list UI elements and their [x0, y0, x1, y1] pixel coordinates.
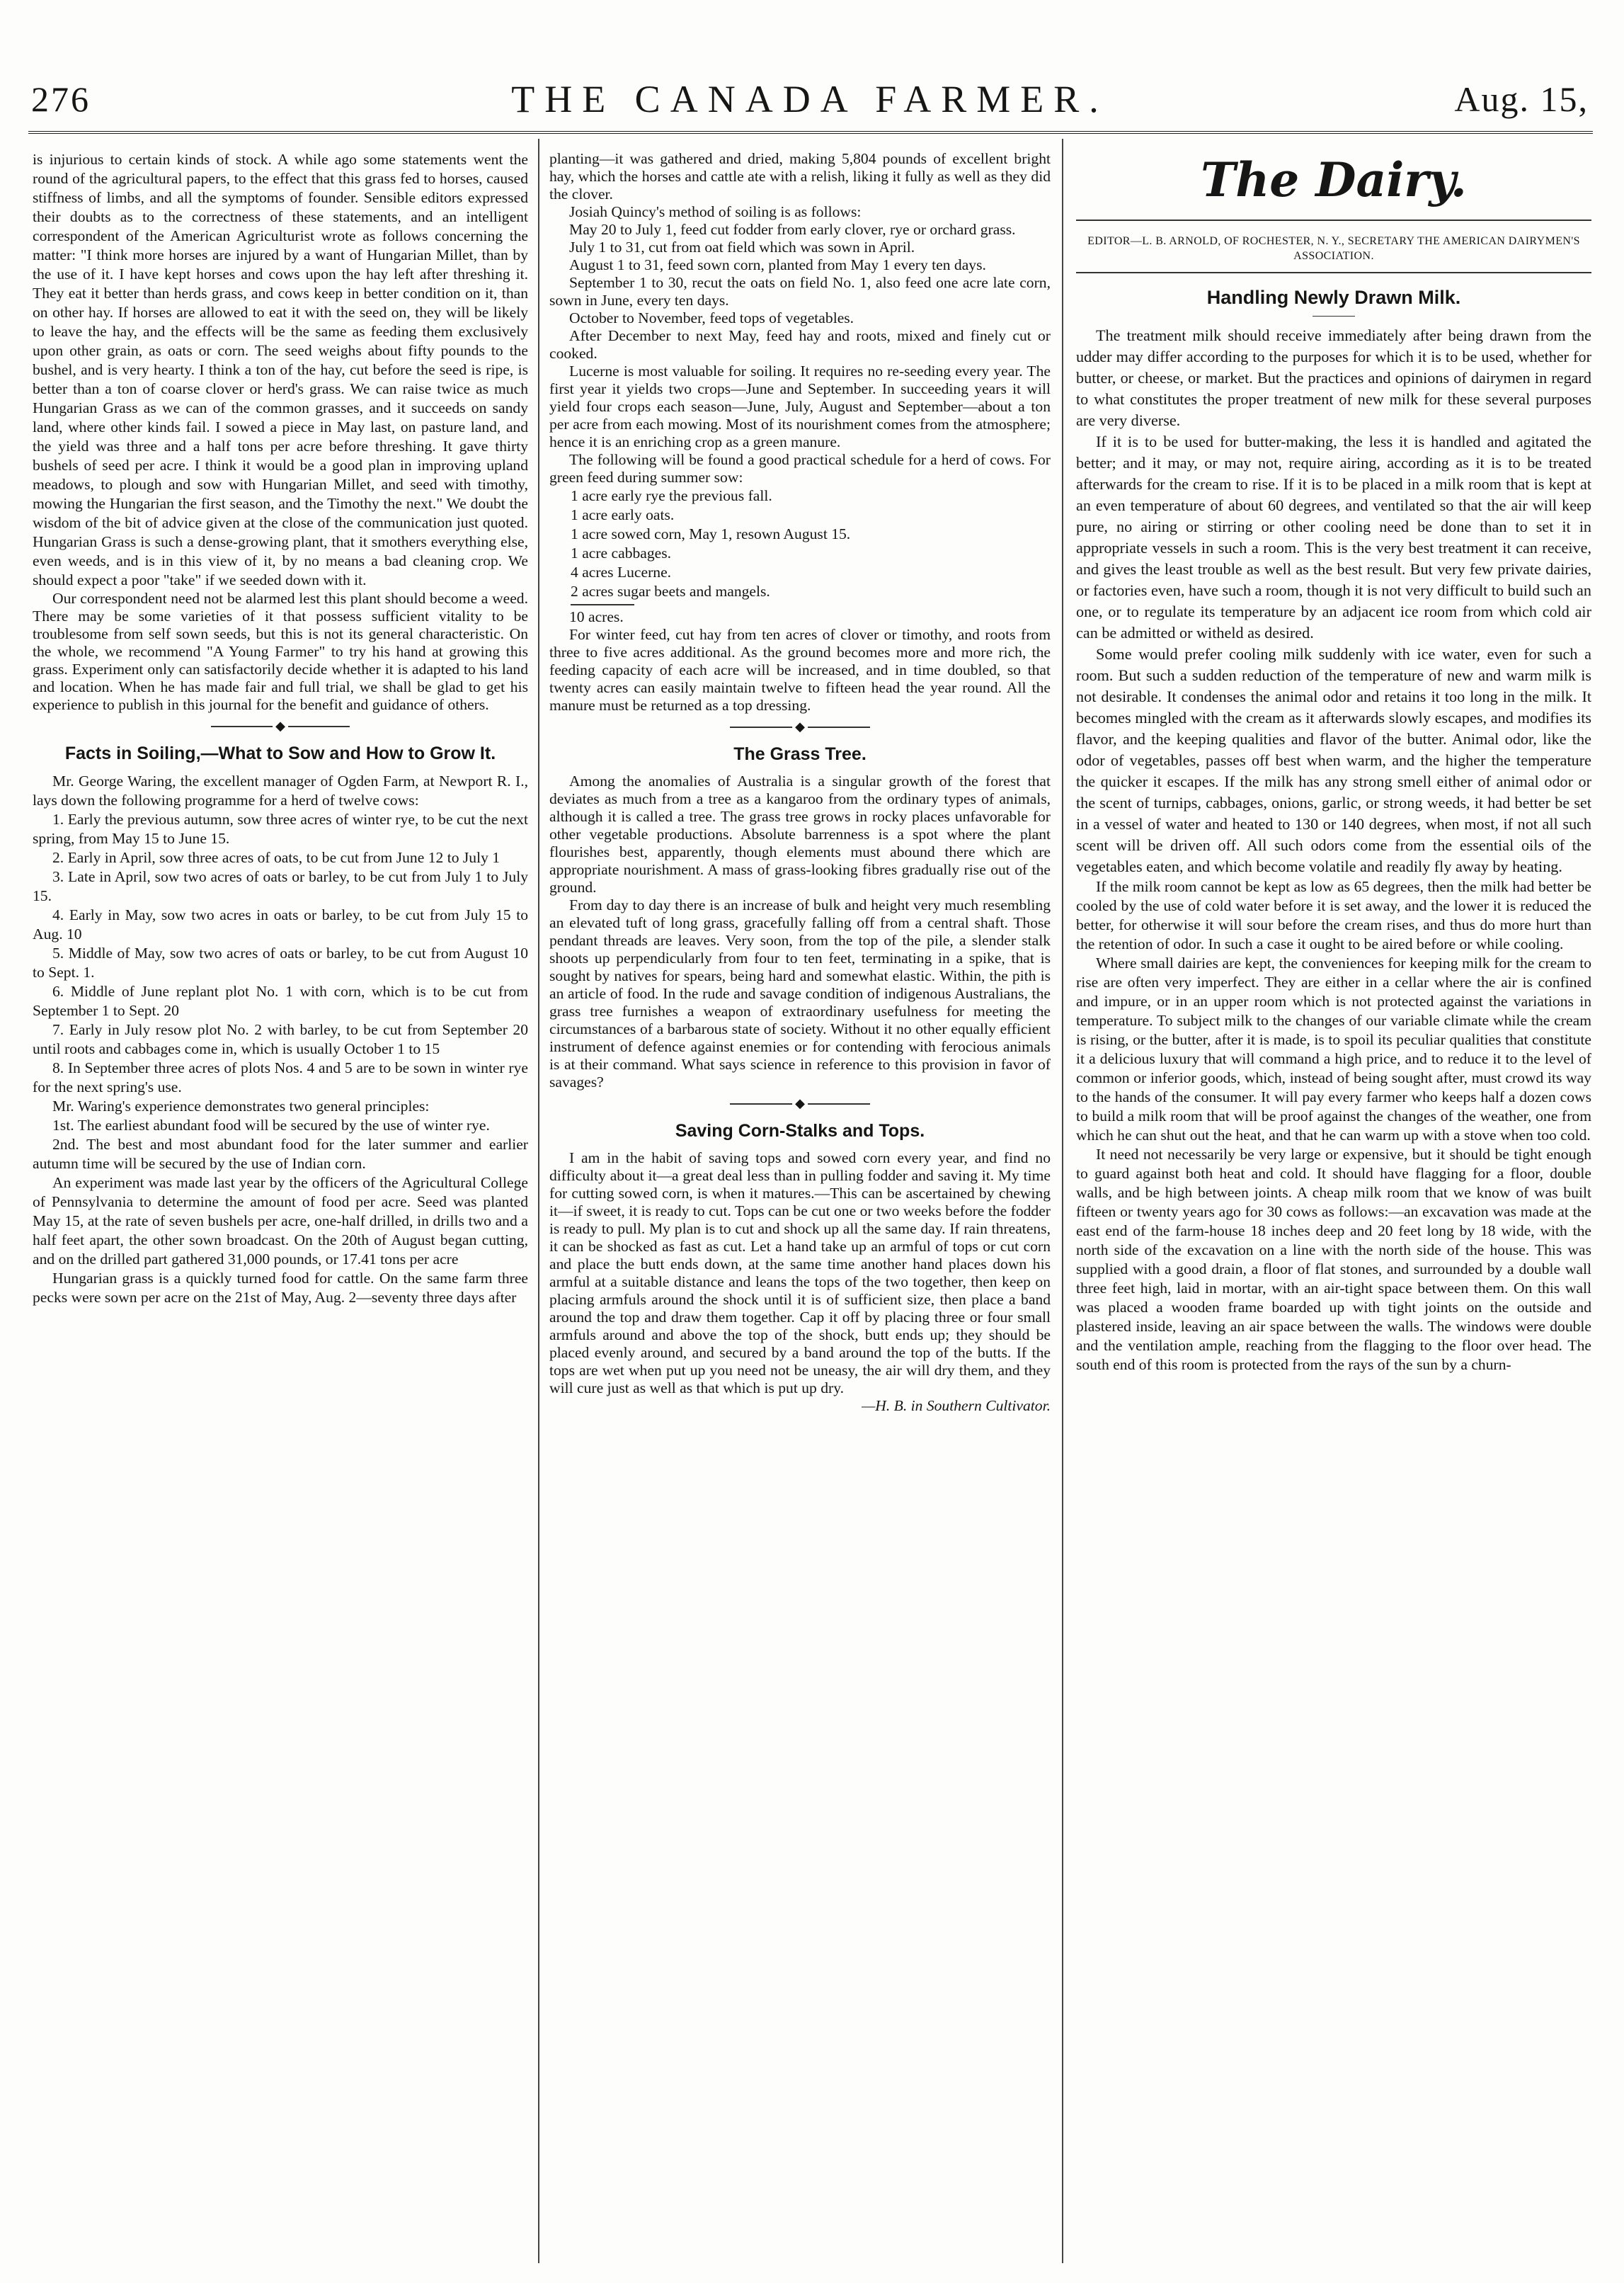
list-item: September 1 to 30, recut the oats on field No. 1, also feed one acre late corn, sown in June, every ten days. [549, 274, 1051, 309]
article-signature: —H. B. in Southern Cultivator. [862, 1397, 1051, 1414]
article-paragraph: I am in the habit of saving tops and sowed corn every year, and find no difficulty about it—a great deal less than in pulling fodder and saving it. My time for cutting sowed corn, is when it matures.—This can be ascertained by chewing it—if sweet, it is ready to cut. Tops can be cut one or two weeks before the fodder is ready to pull. My plan is to cut and shock up all the same day. If rain threatens, it can be shocked as fast as cut. Let a hand take up an armful of tops or cut corn and place the butt ends down, at the same time another hand places down his armful at a suitable distance and leans the tops of the two together, then keep on placing armfuls around the shock until it is of sufficient size, then place a band around the top and draw them together. Cap it off by placing three or four small armfuls around and above the top of the shock, butt ends up; they should be placed evenly around, and secured by a band around the top of the butts. If the tops are wet when put up you need not be uneasy, the air will dry them, and they will cure just as well as that which is put up dry. [549, 1149, 1051, 1396]
article-paragraph: An experiment was made last year by the officers of the Agricultural College of Pennsylvania to determine the amount of food per acre. Seed was planted May 15, at the rate of seven bushels per acre, one-half drilled, in drills two and a half feet apart, the other sown broadcast. On the 20th of August began cutting, and on the drilled part gathered 31,000 pounds, or 17.41 tons per acre [33, 1174, 528, 1268]
column-divider [1062, 139, 1063, 2263]
article-paragraph: Hungarian grass is a quickly turned food for cattle. On the same farm three pecks were sown per acre on the 21st of May, Aug. 2—seventy three days after [33, 1270, 528, 1306]
article-paragraph: The treatment milk should receive immediately after being drawn from the udder may differ according to the purposes for which it is to be used, whether for butter, or cheese, or market. But the practices and opinions of dairymen in regard to what constitutes the proper treatment of new milk for these several purposes are very diverse. [1076, 326, 1591, 429]
masthead-rule [28, 131, 1593, 134]
article-heading: Saving Corn-Stalks and Tops. [675, 1121, 925, 1141]
article-paragraph: Mr. George Waring, the excellent manager of Ogden Farm, at Newport R. I., lays down the following programme for a herd of twelve cows: [33, 773, 528, 809]
list-item: July 1 to 31, cut from oat field which was sown in April. [569, 239, 915, 256]
list-item: 8. In September three acres of plots Nos. 4 and 5 are to be sown in winter rye for the next spring's use. [33, 1059, 528, 1095]
masthead [31, 76, 1589, 122]
list-item: After December to next May, feed hay and roots, mixed and finely cut or cooked. [549, 327, 1051, 362]
department-editor: EDITOR—L. B. ARNOLD, OF ROCHESTER, N. Y., SECRETARY THE AMERICAN DAIRYMEN'S ASSOCIATION. [1087, 235, 1580, 262]
list-item: 7. Early in July resow plot No. 2 with barley, to be cut from September 20 until roots and cabbages come in, which is usually October 1 to 15 [33, 1021, 528, 1057]
article-paragraph: Some would prefer cooling milk suddenly with ice water, even for such a room. But such a sudden reduction of the temperature of new and warm milk is not desirable. It condenses the animal odor and retains it too long in the milk. It becomes mingled with the cream as it afterwards slowly escapes, and modifies its flavor, and the keeping qualities and flavor of the butter. Animal odor, like the odor of vegetables, passes off best when warm, and the higher the temperature the quicker it escapes. If the milk has any strong smell either of animal odor or the scent of turnips, cabbages, onions, garlic, or strong weeds, it had better be set in a vessel of water and heated to 130 or 140 degrees, when most, if not all such scent will be driven off. All such odors come from the essential oils of the vegetables eaten, and which become volatile and readily fly away by heating. [1076, 645, 1591, 875]
article-paragraph: 1st. The earliest abundant food will be secured by the use of winter rye. [52, 1117, 490, 1134]
article-paragraph: Our correspondent need not be alarmed lest this plant should become a weed. There may be some varieties of it that possess sufficient vitality to be troublesome from self sown seeds, but this is not its general characteristic. On the whole, we recommend "A Young Farmer" to try his hand at growing this grass. Experiment only can satisfactorily decide whether it is adapted to his land and location. When he has made fair and full trial, we shall be glad to get his experience to publish in this journal for the benefit and guidance of others. [33, 590, 528, 713]
page-number: 276 [31, 79, 91, 119]
article-paragraph: Where small dairies are kept, the conveniences for keeping milk for the cream to rise are often very imperfect. They are either in a cellar where the air is confined and impure, or in an upper room which is not protected against the variations in temperature. To subject milk to the changes of our variable climate while the cream is rising, or the butter, after it is made, is to spoil its peculiar qualities that constitute it a delicious luxury that will command a high price, and to reduce it to the level of common or inferior goods, which, instead of being sought after, must crowd its way to the hands of the consumer. It will pay every farmer who keeps half a dozen cows to build a milk room that will be proof against the changes of the weather, one from which he can shut out the heat, and that he can warm up with a stove when too cold. [1076, 955, 1591, 1144]
article-paragraph: Josiah Quincy's method of soiling is as follows: [569, 203, 862, 220]
article-paragraph: The following will be found a good practical schedule for a herd of cows. For green feed during summer sow: [549, 451, 1051, 486]
article-paragraph: If the milk room cannot be kept as low as 65 degrees, then the milk had better be cooled by the use of cold water before it is set away, and the lower it is reduced the better, for otherwise it will sour before the cream rises, and thus do more hurt than the retention of odor. In such a case it ought to be aired before or while cooling. [1076, 878, 1591, 952]
schedule-total: 10 acres. [569, 608, 624, 625]
article-paragraph: is injurious to certain kinds of stock. A while ago some statements went the round of the agricultural papers, to the effect that this grass fed to horses, caused stiffness of limbs, and all the symptoms of founder. Sensible editors expressed their doubts as to the correctness of these statements, and an intelligent correspondent of the American Agriculturist wrote as follows concerning the matter: "I think more horses are injured by a want of Hungarian Millet, than by the use of it. I have kept horses and cows upon the hay left after threshing it. They eat it better than herds grass, and cows keep in better condition on it, than on other hay. If horses are allowed to eat it with the seed on, they will be likely to leave the hay, and the effects will be the same as feeding them exclusively upon other grain, as oats or corn. The seed weighs about fifty pounds to the bushel, and is very hearty. I think a ton of the hay, cut before the seed is ripe, is better than a ton of coarse clover or herd's grass. We can raise twice as much Hungarian Grass as we can of the common grasses, and it succeeds on sandy land, where other kinds fail. I sowed a piece in May last, on pasture land, and the yield was three and a half tons per acre before threshing. It gave thirty bushels of seed per acre. I think it would be a good plan in improving upland meadows, to plough and sow with Hungarian Millet, and seed with timothy, mowing the Hungarian the first season, and the Timothy the next." We doubt the wisdom of the bit of advice given at the close of the communication just quoted. Hungarian Grass is such a dense-growing plant, that it smothers everything else, even weeds, and is in this view of it, by no means a bad cleaning crop. We should expect a poor "take" if we seeded down with it. [33, 151, 528, 588]
article-paragraph: If it is to be used for butter-making, the less it is handled and agitated the better; and it may, or may not, require airing, according as it is to be treated afterwards for the cream to rise. If it is to be placed in a milk room that is kept at an even temperature of about 60 degrees, and ventilated so that the air will keep pure, no airing or stirring or other cooling need be done than to set it in appropriate vessels in such a room. This is the very best treatment it can receive, and gives the least trouble as well as the best result. But very few private dairies, or factories even, have such a room, though it is not very difficult to build such an one, or to regulate its temperature by an adjacent ice room from which cold air can be admitted or witheld as desired. [1076, 433, 1591, 642]
article-paragraph: planting—it was gathered and dried, making 5,804 pounds of excellent bright hay, which the horses and cattle ate with a relish, liking it fully as well as they did the clover. [549, 150, 1051, 203]
department-rule [1076, 272, 1591, 273]
department-title: The Dairy. [1201, 152, 1467, 207]
section-separator [549, 1091, 1051, 1115]
article-paragraph: For winter feed, cut hay from ten acres of clover or timothy, and roots from three to five acres additional. As the ground becomes more and more rich, the feeding capacity of each acre will be increased, and in time doubled, so that twenty acres can easily maintain twelve to fifteen head the year round. All the manure must be returned as a top dressing. [549, 626, 1051, 714]
column-2 [549, 150, 1051, 2257]
list-item: August 1 to 31, feed sown corn, planted from May 1 every ten days. [569, 256, 986, 273]
list-item: 1 acre early rye the previous fall. [571, 487, 772, 504]
article-paragraph: Among the anomalies of Australia is a singular growth of the forest that deviates as much from a tree as a kangaroo from the ordinary types of animals, although it is called a tree. The grass tree grows in rocky places unfavorable for other vegetable productions. Absolute barrenness is a spot where the plant flourishes best, apparently, though elements must abound there which are appropriate nourishment. A mass of grass-looking fibres gradually rise out of the ground. [549, 773, 1051, 896]
list-item: 1 acre cabbages. [571, 545, 672, 562]
list-item: 1. Early the previous autumn, sow three acres of winter rye, to be cut the next spring, from May 15 to June 15. [33, 811, 528, 847]
article-paragraph: 2nd. The best and most abundant food for the later summer and earlier autumn time will be secured by the use of Indian corn. [33, 1136, 528, 1172]
column-1 [33, 150, 528, 2257]
section-separator [33, 714, 528, 738]
list-item: 4 acres Lucerne. [571, 564, 672, 581]
list-item: 1 acre early oats. [571, 506, 675, 523]
article-paragraph: It need not necessarily be very large or expensive, but it should be tight enough to guard against both heat and cold. It should have flagging for a floor, double walls, and be high between joints. A cheap milk room that we know of was built fifteen or twenty years ago for 30 cows as follows:—an excavation was made at the east end of the farm-house 18 inches deep and 20 feet long by 18 wide, with the north side of the excavation on a line with the north side of the house. This was supplied with a good drain, a floor of flat stones, and surrounded by a double wall three feet high, laid in mortar, with an air-tight space between them. On this wall was placed a wooden frame boarded up with tight joints on the outside and plastered inside, leaving an air space between the walls. The windows were double and the ventilation ample, reaching from the flagging to the floor over head. The south end of this room is protected from the rays of the sun by a churn- [1076, 1146, 1591, 1373]
column-divider [538, 139, 539, 2263]
issue-date: Aug. 15, [1454, 79, 1589, 119]
list-item: 6. Middle of June replant plot No. 1 with corn, which is to be cut from September 1 to Sept. 20 [33, 983, 528, 1019]
department-rule [1076, 220, 1591, 221]
column-3 [1076, 150, 1591, 2257]
list-item: October to November, feed tops of vegetables. [569, 309, 854, 326]
article-paragraph: Lucerne is most valuable for soiling. It requires no re-seeding every year. The first year it yields two crops—June and September. In succeeding years it will yield four crops each season—June, July, August and September—about a ton per acre from each mowing. Most of its nourishment comes from the atmosphere; hence it is an enriching crop as a green manure. [549, 363, 1051, 450]
list-item: 5. Middle of May, sow two acres of oats or barley, to be cut from August 10 to Sept. 1. [33, 945, 528, 981]
section-separator [549, 714, 1051, 739]
list-item: 2. Early in April, sow three acres of oats, to be cut from June 12 to July 1 [52, 849, 501, 866]
heading-rule [1313, 316, 1355, 317]
article-paragraph: Mr. Waring's experience demonstrates two general principles: [52, 1098, 430, 1115]
list-item: 1 acre sowed corn, May 1, resown August 15. [571, 525, 851, 542]
list-item: 4. Early in May, sow two acres in oats or barley, to be cut from July 15 to Aug. 10 [33, 906, 528, 943]
schedule-list [571, 486, 1051, 601]
newspaper-title: THE CANADA FARMER. [511, 78, 1109, 120]
article-paragraph: From day to day there is an increase of bulk and height very much resembling an elevated tuft of long grass, gracefully falling off from a central shaft. Those pendant threads are leaves. Very soon, from the top of the pile, a slender stalk shoots up perpendicularly from four to ten feet, terminating in a spike, that is sought by natives for spears, being hard and somewhat elastic. Within, the pith is an article of food. In the rude and savage condition of indigenous Australians, the grass tree furnishes a weapon of extraordinary usefulness for meeting the circumstances of a barbarous state of society. Without it no other equally efficient instrument of defence against enemies or for contending with ferocious animals is at their command. What says science in reference to this provision in favor of savages? [549, 896, 1051, 1091]
article-heading: Handling Newly Drawn Milk. [1206, 287, 1461, 308]
article-heading: Facts in Soiling,—What to Sow and How to Grow It. [64, 744, 496, 763]
article-heading: The Grass Tree. [733, 744, 867, 764]
list-item: May 20 to July 1, feed cut fodder from early clover, rye or orchard grass. [569, 221, 1016, 238]
sum-rule [571, 604, 634, 605]
list-item: 2 acres sugar beets and mangels. [571, 583, 770, 600]
list-item: 3. Late in April, sow two acres of oats or barley, to be cut from July 1 to July 15. [33, 868, 528, 904]
